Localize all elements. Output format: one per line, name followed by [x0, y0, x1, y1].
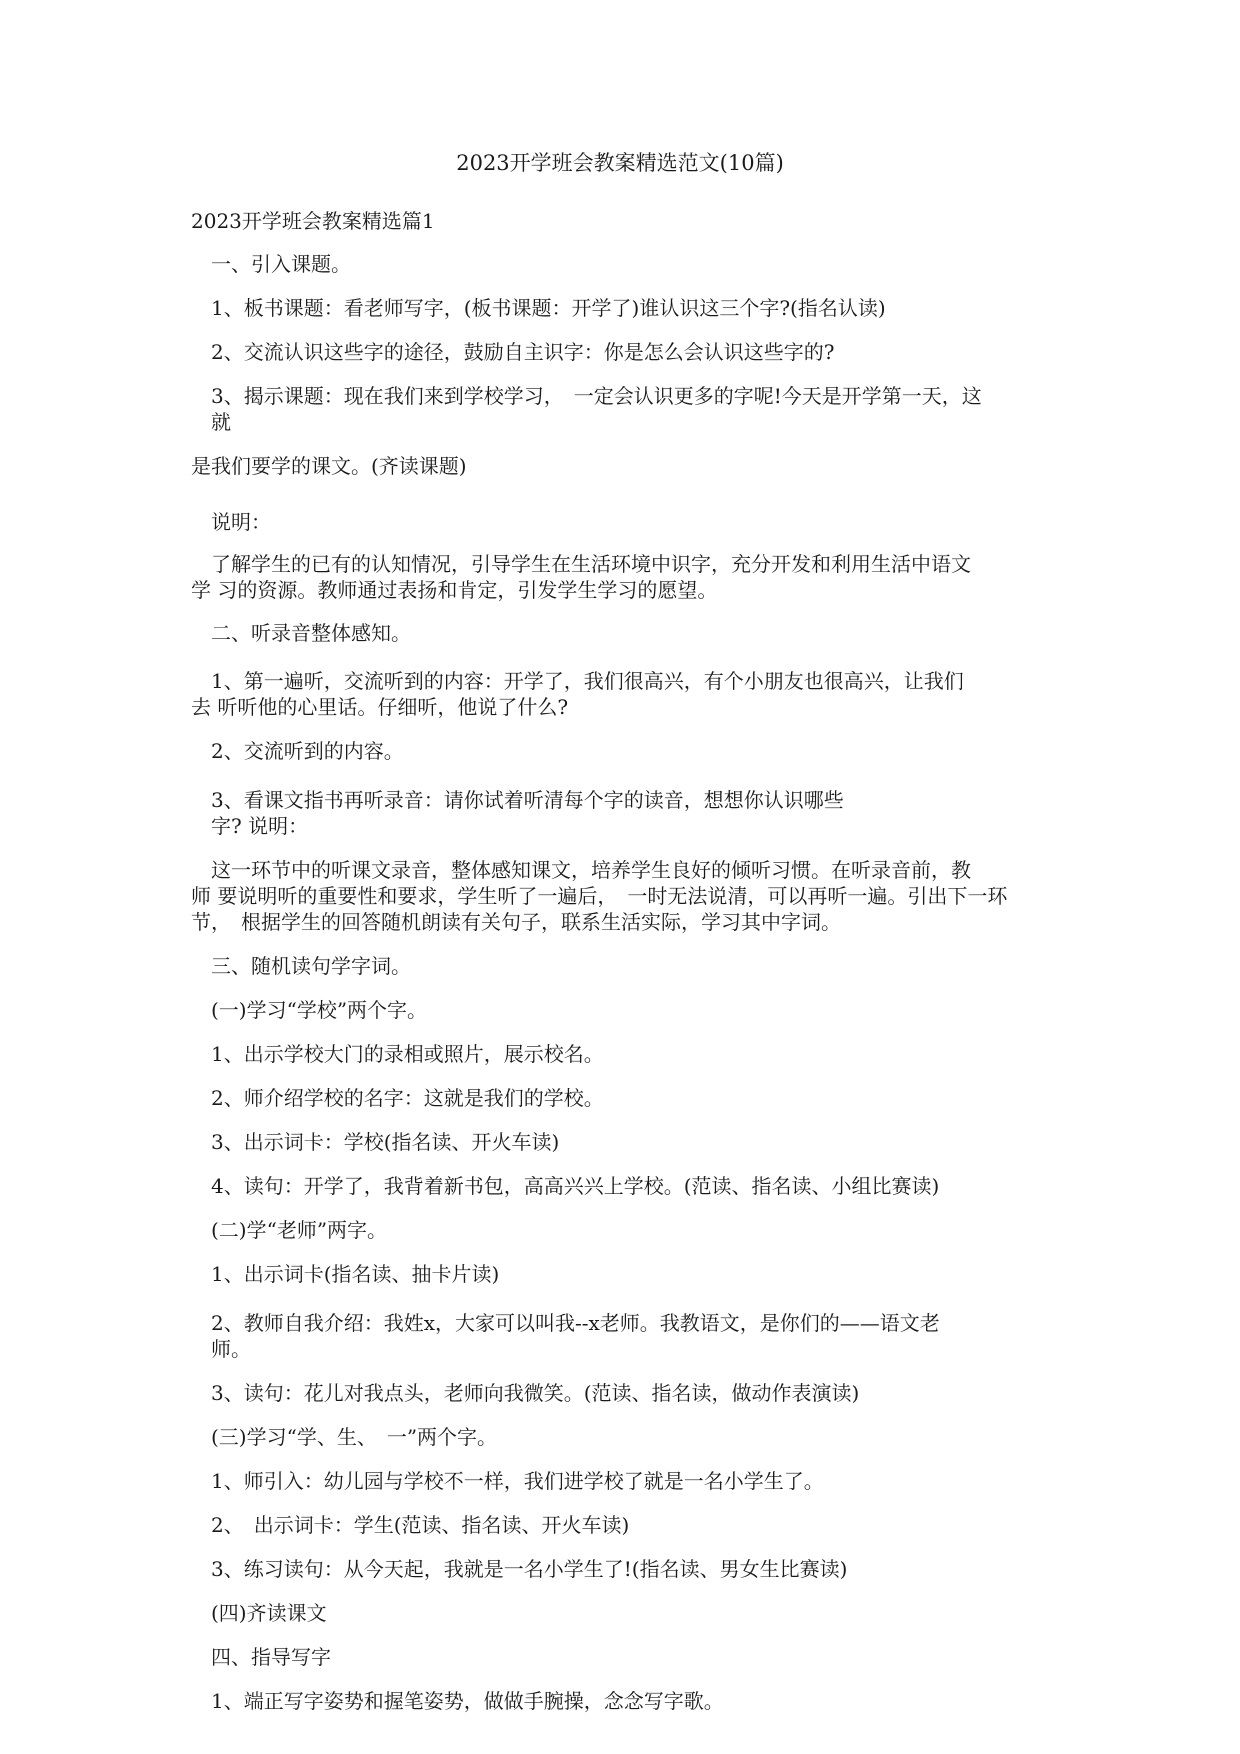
paragraph-line: 二、听录音整体感知。 — [211, 621, 411, 645]
paragraph-line: 是我们要学的课文。(齐读课题) — [191, 454, 467, 478]
paragraph-line: (二)学“老师”两字。 — [211, 1218, 388, 1242]
paragraph-line: 1、端正写字姿势和握笔姿势，做做手腕操，念念写字歌。 — [211, 1689, 724, 1713]
paragraph-line: 字? 说明： — [211, 814, 309, 838]
paragraph-line: 3、读句：花儿对我点头，老师向我微笑。(范读、指名读，做动作表演读) — [211, 1381, 860, 1405]
paragraph-line: 这一环节中的听课文录音，整体感知课文，培养学生良好的倾听习惯。在听录音前，教 — [211, 858, 971, 882]
paragraph-line: 1、出示学校大门的录相或照片，展示校名。 — [211, 1042, 604, 1066]
paragraph-line: 2、交流认识这些字的途径，鼓励自主识字：你是怎么会认识这些字的? — [211, 340, 835, 364]
paragraph-line: 2、教师自我介绍：我姓x，大家可以叫我--x老师。我教语文，是你们的——语文老 — [211, 1311, 940, 1335]
paragraph-line: (四)齐读课文 — [211, 1601, 327, 1625]
document-title: 2023开学班会教案精选范文(10篇) — [456, 151, 784, 175]
paragraph-line: 3、出示词卡：学校(指名读、开火车读) — [211, 1130, 560, 1154]
paragraph-line: 4、读句：开学了，我背着新书包，高高兴兴上学校。(范读、指名读、小组比赛读) — [211, 1174, 940, 1198]
paragraph-line: 2、交流听到的内容。 — [211, 739, 404, 763]
paragraph-line: 就 — [211, 410, 231, 434]
paragraph-line: 1、第一遍听，交流听到的内容：开学了，我们很高兴，有个小朋友也很高兴，让我们 — [211, 669, 964, 693]
paragraph-line: 一、引入课题。 — [211, 252, 351, 276]
paragraph-line: 师。 — [211, 1337, 251, 1361]
paragraph-line: 师 要说明听的重要性和要求，学生听了一遍后， 一时无法说清，可以再听一遍。引出下一环 — [191, 884, 1008, 908]
paragraph-line: 三、随机读句学字词。 — [211, 954, 411, 978]
paragraph-line: 学 习的资源。教师通过表扬和肯定，引发学生学习的愿望。 — [191, 578, 718, 602]
paragraph-line: 说明： — [211, 510, 271, 534]
paragraph-line: 2、 出示词卡：学生(范读、指名读、开火车读) — [211, 1513, 630, 1537]
paragraph-line: 3、揭示课题：现在我们来到学校学习， 一定会认识更多的字呢!今天是开学第一天，这 — [211, 384, 982, 408]
paragraph-line: 3、练习读句：从今天起，我就是一名小学生了!(指名读、男女生比赛读) — [211, 1557, 848, 1581]
paragraph-line: 1、板书课题：看老师写字，(板书课题：开学了)谁认识这三个字?(指名认读) — [211, 296, 886, 320]
paragraph-line: 节， 根据学生的回答随机朗读有关句子，联系生活实际，学习其中字词。 — [191, 910, 841, 934]
paragraph-line: 2、师介绍学校的名字：这就是我们的学校。 — [211, 1086, 604, 1110]
paragraph-line: 1、师引入：幼儿园与学校不一样，我们进学校了就是一名小学生了。 — [211, 1469, 824, 1493]
section-heading: 2023开学班会教案精选篇1 — [191, 209, 435, 233]
paragraph-line: 去 听听他的心里话。仔细听，他说了什么? — [191, 695, 569, 719]
paragraph-line: 1、出示词卡(指名读、抽卡片读) — [211, 1262, 500, 1286]
paragraph-line: (一)学习“学校”两个字。 — [211, 998, 428, 1022]
paragraph-line: 3、看课文指书再听录音：请你试着听清每个字的读音，想想你认识哪些 — [211, 788, 844, 812]
paragraph-line: 四、指导写字 — [211, 1645, 331, 1669]
paragraph-line: (三)学习“学、生、 一”两个字。 — [211, 1425, 498, 1449]
paragraph-line: 了解学生的已有的认知情况，引导学生在生活环境中识字，充分开发和利用生活中语文 — [211, 552, 971, 576]
